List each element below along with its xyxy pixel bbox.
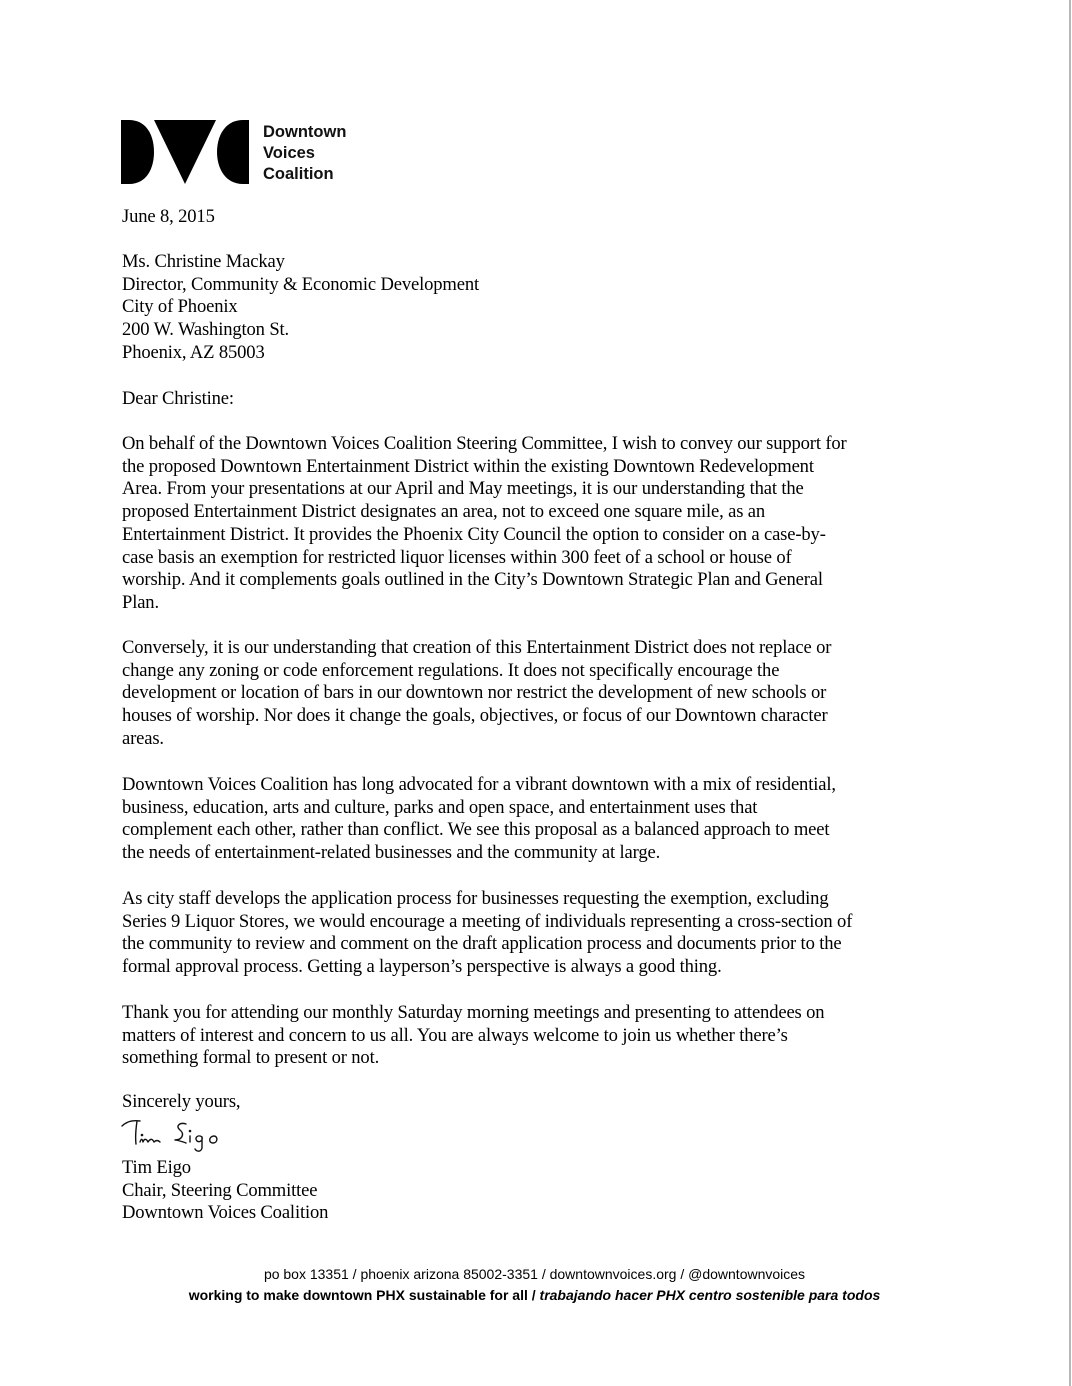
text-line: On behalf of the Downtown Voices Coalition Steering Committee, I wish to convey our support for (122, 433, 847, 454)
org-name-line: Voices (263, 144, 315, 162)
org-name-line: Downtown (263, 123, 347, 141)
recipient-street: 200 W. Washington St. (122, 319, 290, 341)
text-line: Downtown Voices Coalition has long advocated for a vibrant downtown with a mix of residential, (122, 774, 836, 795)
text-line: Entertainment District. It provides the Phoenix City Council the option to consider on a case-by- (122, 523, 826, 545)
body-paragraph-4 (122, 888, 852, 979)
letter-date: June 8, 2015 (122, 206, 215, 227)
org-name-line: Coalition (263, 165, 334, 183)
footer-contact: po box 13351 / phoenix arizona 85002-3351 / downtownvoices.org / @downtownvoices (263, 1266, 806, 1282)
text-line: complement each other, rather than conflict. We see this proposal as a balanced approach to meet (122, 819, 830, 841)
body-paragraph-5 (122, 1002, 824, 1070)
tagline-spanish: trabajando hacer PHX centro sostenible para todos (539, 1287, 881, 1303)
recipient-name: Ms. Christine Mackay (122, 251, 285, 272)
body-paragraph-2 (122, 637, 831, 751)
org-name (263, 122, 346, 185)
text-line: Area. From your presentations at our April and May meetings, it is our understanding that the (122, 478, 804, 500)
dvc-logo-icon (121, 120, 251, 184)
text-line: formal approval process. Getting a layperson’s perspective is always a good thing. (122, 956, 722, 978)
footer-tagline (0, 1287, 1069, 1303)
text-line: change any zoning or code enforcement regulations. It does not specifically encourage the (122, 659, 780, 681)
text-line: development or location of bars in our downtown nor restrict the development of new schools or (122, 682, 827, 704)
text-line: worship. And it complements goals outlined in the City’s Downtown Strategic Plan and General (122, 569, 823, 591)
text-line: Plan. (122, 591, 159, 613)
text-line: Conversely, it is our understanding that creation of this Entertainment District does not replace or (122, 637, 832, 658)
text-line: Series 9 Liquor Stores, we would encourage a meeting of individuals representing a cross-section of (122, 910, 853, 932)
recipient-title: Director, Community & Economic Development (122, 273, 480, 295)
signer-block (122, 1157, 328, 1225)
text-line: proposed Entertainment District designates an area, not to exceed one square mile, as an (122, 501, 766, 523)
recipient-city: Phoenix, AZ 85003 (122, 341, 265, 363)
body-paragraph-3 (122, 774, 836, 865)
text-line: the proposed Downtown Entertainment District within the existing Downtown Redevelopment (122, 455, 814, 477)
closing: Sincerely yours, (122, 1091, 241, 1112)
tagline-english: working to make downtown PHX sustainable for all / (188, 1287, 536, 1303)
signer-title: Chair, Steering Committee (122, 1179, 318, 1201)
signer-organization: Downtown Voices Coalition (122, 1202, 329, 1224)
text-line: the community to review and comment on the draft application process and documents prior to the (122, 933, 842, 955)
recipient-organization: City of Phoenix (122, 296, 238, 318)
handwritten-signature-icon (120, 1112, 250, 1156)
text-line: something formal to present or not. (122, 1047, 380, 1069)
text-line: case basis an exemption for restricted liquor licenses within 300 feet of a school or house of (122, 546, 792, 568)
recipient-address (122, 251, 479, 365)
text-line: As city staff develops the application process for businesses requesting the exemption, excluding (122, 888, 829, 909)
text-line: areas. (122, 727, 164, 749)
signer-name: Tim Eigo (122, 1157, 191, 1178)
body-paragraph-1 (122, 433, 847, 615)
text-line: houses of worship. Nor does it change the goals, objectives, or focus of our Downtown character (122, 705, 828, 727)
text-line: matters of interest and concern to us all. You are always welcome to join us whether there’s (122, 1024, 788, 1046)
text-line: the needs of entertainment-related businesses and the community at large. (122, 842, 661, 864)
text-line: Thank you for attending our monthly Saturday morning meetings and presenting to attendees on (122, 1002, 825, 1023)
text-line: business, education, arts and culture, parks and open space, and entertainment uses that (122, 796, 758, 818)
salutation: Dear Christine: (122, 388, 234, 409)
letterhead (121, 120, 361, 184)
